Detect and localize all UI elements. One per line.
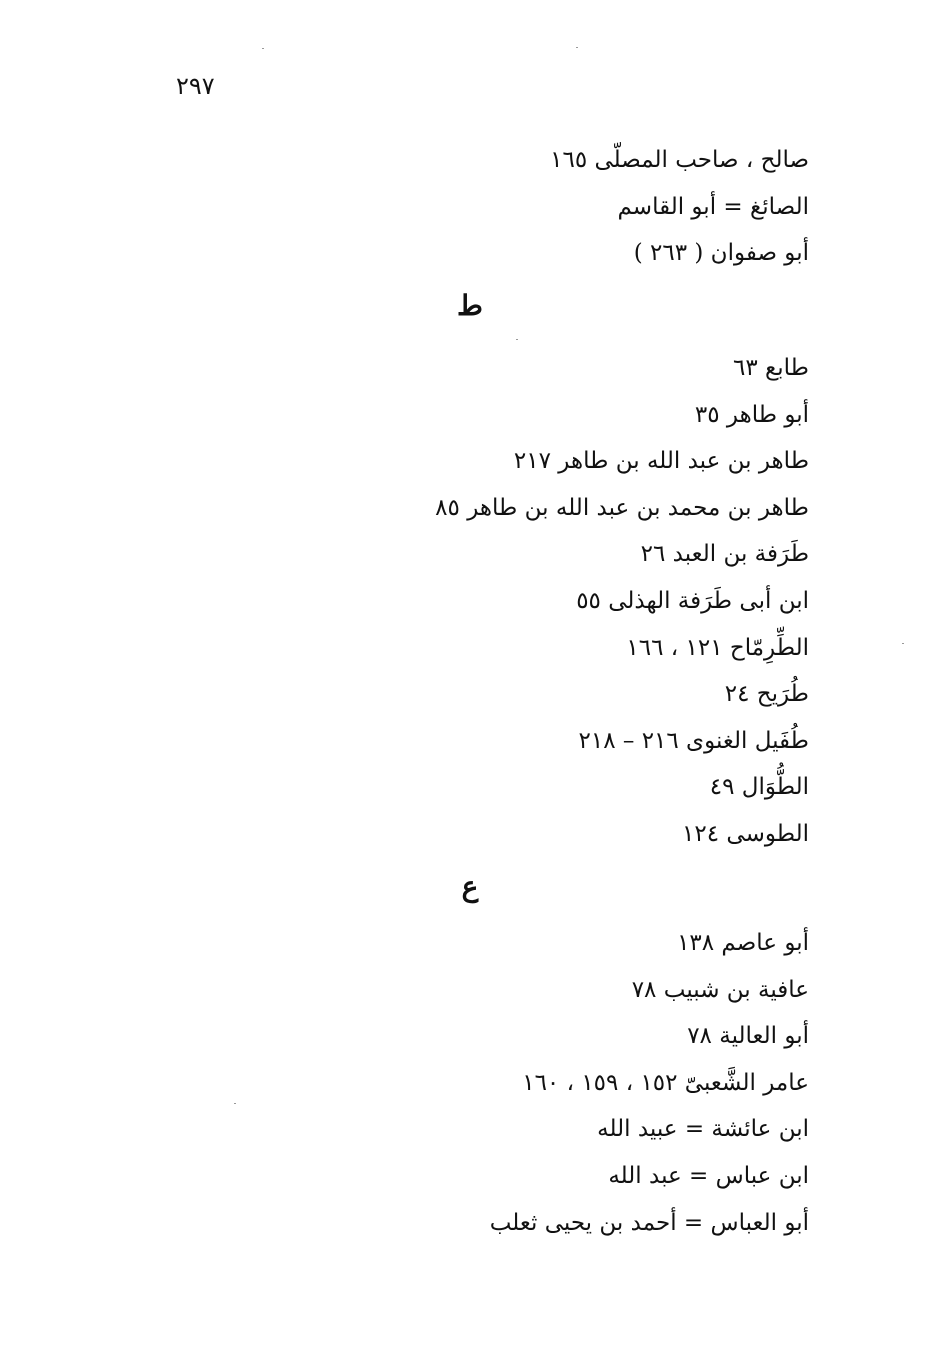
index-entry: أبو العباس = أحمد بن يحيى ثعلب: [489, 1209, 809, 1236]
index-entry: أبو عاصم ١٣٨: [677, 930, 809, 956]
index-entry: أبو العالية ٧٨: [687, 1023, 809, 1050]
page-number: ٢٩٧: [176, 72, 215, 100]
index-entry: طُفَيل الغنوى ٢١٦ – ٢١٨: [578, 727, 809, 754]
index-entry: عافية بن شبيب ٧٨: [631, 976, 809, 1003]
index-section-ta: [249, 345, 809, 858]
index-entry: الطُّوَال ٤٩: [709, 774, 809, 801]
index-entry: طُرَيح ٢٤: [724, 681, 809, 708]
index-section-sad-continued: [249, 137, 809, 277]
index-entry: طابع ٦٣: [733, 355, 809, 381]
scan-speck: [902, 643, 904, 644]
index-entry: عامر الشَّعبىّ ١٥٢ ، ١٥٩ ، ١٦٠: [522, 1069, 809, 1096]
scan-speck: [516, 339, 518, 340]
index-entry: أبو طاهر ٣٥: [694, 401, 809, 428]
index-entry: ابن عباس = عبد الله: [608, 1162, 809, 1189]
index-entry: الصائغ = أبو القاسم: [617, 193, 809, 220]
letter-heading-ta: ط: [457, 289, 483, 322]
index-entry: طاهر بن عبد الله بن طاهر ٢١٧: [513, 448, 809, 475]
letter-heading-ain: ع: [461, 870, 479, 903]
index-entry: ابن عائشة = عبيد الله: [597, 1116, 809, 1143]
index-entry: ابن أبى طَرَفة الهذلى ٥٥: [576, 587, 809, 614]
scan-speck: [234, 1103, 236, 1104]
index-entry: الطوسى ١٢٤: [682, 820, 809, 847]
index-entry: أبو صفوان ( ٢٦٣ ): [633, 240, 809, 267]
index-entry: صالح ، صاحب المصلّى ١٦٥: [550, 147, 809, 173]
scan-speck: [576, 47, 578, 48]
scan-speck: [262, 48, 264, 49]
index-entry: طاهر بن محمد بن عبد الله بن طاهر ٨٥: [435, 494, 809, 521]
index-entry: الطِّرِمّاح ١٢١ ، ١٦٦: [626, 634, 809, 661]
index-entry: طَرَفة بن العبد ٢٦: [640, 541, 809, 568]
index-section-ain: [249, 920, 809, 1246]
